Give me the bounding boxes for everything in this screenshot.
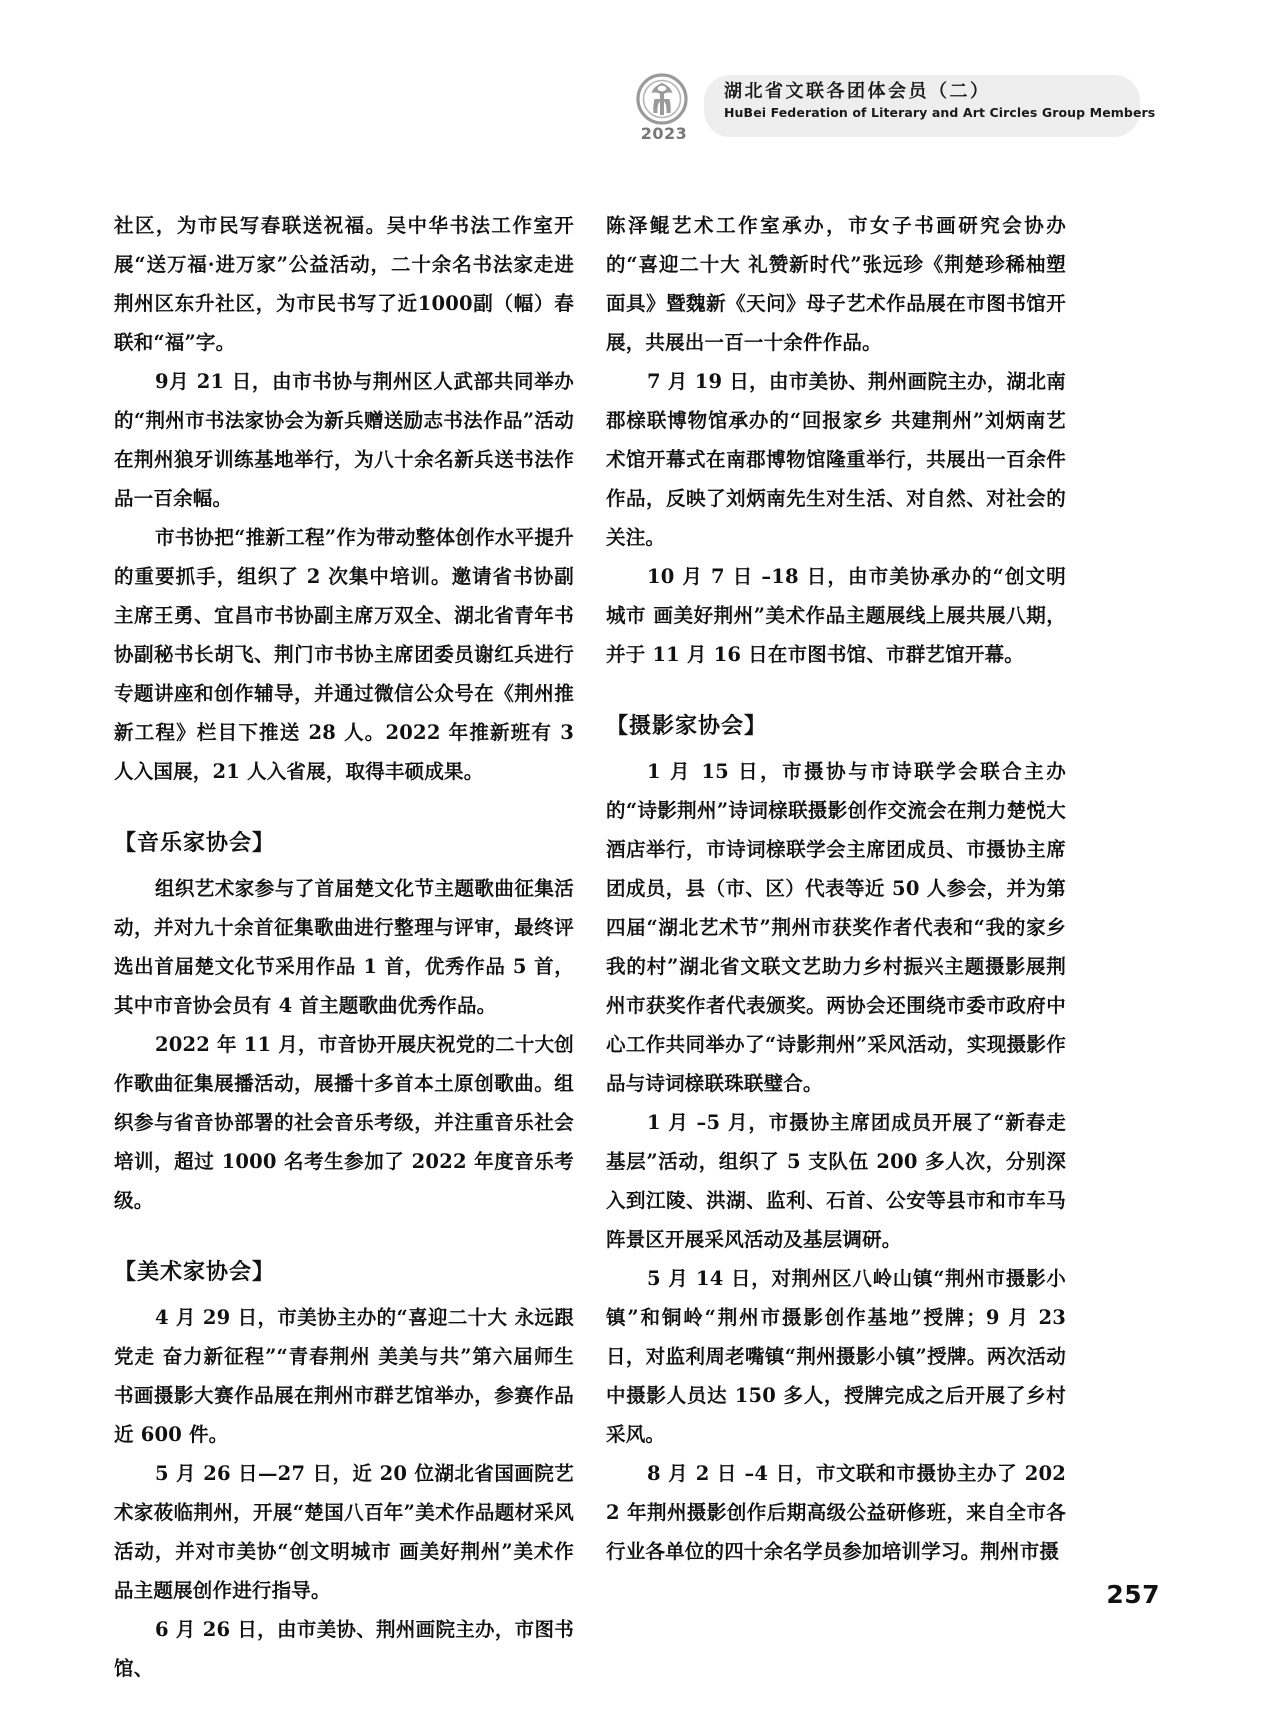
logo-wrap [628,72,700,148]
logo-year-label: 2023 [640,124,688,143]
body-paragraph: 4 月 29 日，市美协主办的“喜迎二十大 永远跟党走 奋力新征程”“青春荆州 美美与共”第六届师生书画摄影大赛作品展在荆州市群艺馆举办，参赛作品近 600 件。 [114,1306,574,1446]
left-column [114,206,574,1688]
header-title-group [724,80,1156,123]
body-paragraph: 10 月 7 日 –18 日，由市美协承办的“创文明城市 画美好荆州”美术作品主题展线上展共展八期，并于 11 月 16 日在市图书馆、市群艺馆开幕。 [606,565,1066,666]
body-paragraph: 1 月 15 日，市摄协与市诗联学会联合主办的“诗影荆州”诗词榇联摄影创作交流会在荆力楚悦大酒店举行，市诗词榇联学会主席团成员、市摄协主席团成员，县（市、区）代表等近 50 人参会，并为第四届“湖北艺术节”荆州市获奖作者代表和“我的家乡我的村”湖北省文联文艺助力乡村振兴主题摄影展荆州市获奖作者代表颁奖。两协会还围绕市委市政府中心工作共同举办了“诗影荆州”采风活动，实现摄影作品与诗词榇联珠联璧合。 [606,760,1066,1095]
body-paragraph: 1 月 –5 月，市摄协主席团成员开展了“新春走基层”活动，组织了 5 支队伍 200 多人次，分别深入到江陵、洪湖、监利、石首、公安等县市和市车马阵景区开展采风活动及基层调研。 [606,1111,1066,1251]
body-paragraph: 组织艺术家参与了首届楚文化节主题歌曲征集活动，并对九十余首征集歌曲进行整理与评审，最终评选出首届楚文化节采用作品 1 首，优秀作品 5 首，其中市音协会员有 4 首主题歌曲优秀作品。 [114,877,574,1017]
body-paragraph: 8 月 2 日 –4 日，市文联和市摄协主办了 2022 年荆州摄影创作后期高级公益研修班，来自全市各行业各单位的四十余名学员参加培训学习。荆州市摄 [606,1462,1066,1563]
body-paragraph: 市书协把“推新工程”作为带动整体创作水平提升的重要抓手，组织了 2 次集中培训。邀请省书协副主席王勇、宜昌市书协副主席万双全、湖北省青年书协副秘书长胡飞、荆门市书协主席团委员谢红兵进行专题讲座和创作辅导，并通过微信公众号在《荆州推新工程》栏目下推送 28 人。2022 年推新班有 3 人入国展，21 人入省展，取得丰硕成果。 [114,526,574,783]
body-paragraph: 陈泽鲲艺术工作室承办，市女子书画研究会协办的“喜迎二十大 礼赞新时代”张远珍《荆楚珍稀柚塑面具》暨魏新《天问》母子艺术作品展在市图书馆开展，共展出一百一十余件作品。 [606,214,1066,354]
page-number: 257 [1106,1580,1160,1609]
right-column [606,206,1066,1571]
header-title-cn: 湖北省文联各团体会员（二） [724,81,991,102]
body-paragraph: 6 月 26 日，由市美协、荆州画院主办，市图书馆、 [114,1618,574,1680]
section-heading: 【摄影家协会】 [606,714,768,739]
section-heading: 【美术家协会】 [114,1260,276,1285]
body-paragraph: 2022 年 11 月，市音协开展庆祝党的二十大创作歌曲征集展播活动，展播十多首本土原创歌曲。组织参与省音协部署的社会音乐考级，并注重音乐社会培训，超过 1000 名考生参加了 2022 年度音乐考级。 [114,1033,574,1212]
hubei-federation-emblem-icon [634,72,690,128]
body-paragraph: 5 月 26 日—27 日，近 20 位湖北省国画院艺术家莜临荆州，开展“楚国八百年”美术作品题材采风活动，并对市美协“创文明城市 画美好荆州”美术作品主题展创作进行指导。 [114,1462,574,1602]
header-title-en: HuBei Federation of Literary and Art Circles Group Members [724,105,1156,121]
body-paragraph: 社区，为市民写春联送祝福。吴中华书法工作室开展“送万福·进万家”公益活动，二十余名书法家走进荆州区东升社区，为市民书写了近1000副（幅）春联和“福”字。 [114,214,574,354]
page-header [628,72,1156,144]
section-heading: 【音乐家协会】 [114,831,276,856]
body-paragraph: 7 月 19 日，由市美协、荆州画院主办，湖北南郡榇联博物馆承办的“回报家乡 共建荆州”刘炳南艺术馆开幕式在南郡博物馆隆重举行，共展出一百余件作品，反映了刘炳南先生对生活、对自然、对社会的关注。 [606,370,1066,549]
body-paragraph: 9月 21 日，由市书协与荆州区人武部共同举办的“荆州市书法家协会为新兵赠送励志书法作品”活动在荆州狼牙训练基地举行，为八十余名新兵送书法作品一百余幅。 [114,370,574,510]
body-paragraph: 5 月 14 日，对荆州区八岭山镇“荆州市摄影小镇”和铜岭“荆州市摄影创作基地”授牌；9 月 23 日，对监利周老嘴镇“荆州摄影小镇”授牌。两次活动中摄影人员达 150 多人，授牌完成之后开展了乡村采风。 [606,1267,1066,1446]
